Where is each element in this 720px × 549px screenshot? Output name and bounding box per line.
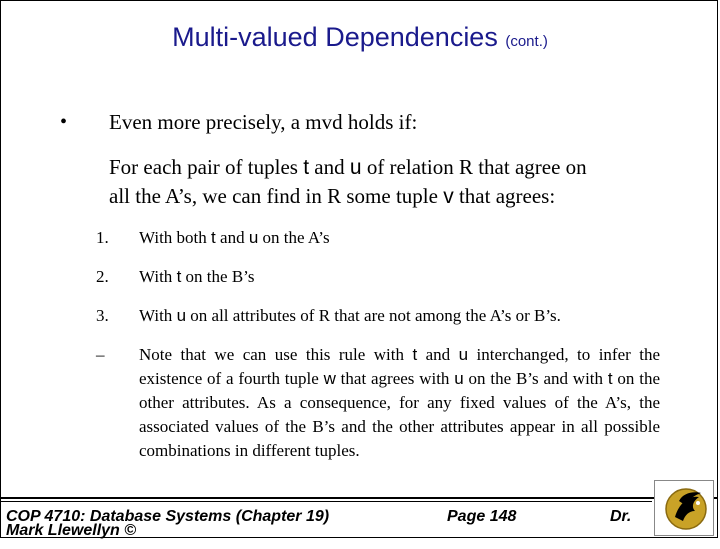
var-t: t — [607, 369, 613, 388]
item-number: 2. — [96, 267, 109, 286]
item-text: on the A’s — [258, 228, 330, 247]
para-text: that agrees: — [453, 184, 556, 208]
para-text: all the A’s, we can find in R some tuple — [109, 184, 444, 208]
var-u: u — [248, 228, 259, 247]
bullet-marker: • — [60, 111, 68, 133]
var-t: t — [176, 267, 182, 286]
para-text: and — [309, 155, 350, 179]
item-text: With — [139, 306, 177, 325]
var-u: u — [458, 345, 469, 364]
var-t: t — [211, 228, 216, 247]
footer-page: Page 148 — [447, 508, 517, 525]
title-suffix: (cont.) — [505, 33, 548, 50]
footer-author-continued — [6, 522, 206, 540]
var-u: u — [454, 369, 464, 388]
var-t: t — [412, 345, 418, 364]
var-t: t — [303, 156, 310, 179]
var-v: v — [443, 185, 454, 208]
item-number: 3. — [96, 306, 109, 325]
list-item-3 — [139, 306, 561, 326]
list-item-2 — [139, 267, 255, 287]
var-u: u — [349, 156, 362, 179]
footer-author-start: Dr. — [610, 508, 632, 525]
paragraph-line-1 — [109, 155, 587, 180]
footer-divider — [0, 501, 652, 502]
var-w: w — [323, 369, 336, 388]
note-paragraph — [139, 343, 660, 463]
list-item-1 — [139, 228, 330, 248]
footer-divider — [0, 497, 718, 499]
note-text: on the B’s and with — [463, 369, 608, 388]
ucf-pegasus-logo-icon — [654, 480, 714, 536]
intro-text: Even more precisely, a mvd holds if: — [109, 110, 418, 134]
item-text: on the B’s — [181, 267, 255, 286]
item-text: and — [215, 228, 249, 247]
var-u: u — [176, 306, 187, 325]
note-dash: – — [96, 345, 105, 364]
note-text: that agrees with — [335, 369, 455, 388]
para-text: of relation R that agree on — [361, 155, 587, 179]
footer-author-rest: Mark Llewellyn © — [6, 522, 137, 539]
item-text: With — [139, 267, 177, 286]
paragraph-line-2 — [109, 184, 555, 209]
title-text: Multi-valued Dependencies — [172, 22, 498, 52]
note-text: on the other attributes. As a consequence, for any fixed values of the A’s, the associated values of the B’s and the other attributes appear in all possible combinations in different tuples. — [139, 369, 660, 460]
para-text: For each pair of tuples — [109, 155, 304, 179]
item-number: 1. — [96, 228, 109, 247]
item-text: With both — [139, 228, 212, 247]
item-text: on all attributes of R that are not among the A’s or B’s. — [186, 306, 561, 325]
slide-title — [0, 22, 720, 53]
note-text: Note that we can use this rule with — [139, 345, 413, 364]
note-text: and — [417, 345, 459, 364]
note-text: interchanged, to infer the existence of a fourth tuple — [139, 345, 661, 388]
footer-course: COP 4710: Database Systems (Chapter 19) — [6, 508, 330, 525]
